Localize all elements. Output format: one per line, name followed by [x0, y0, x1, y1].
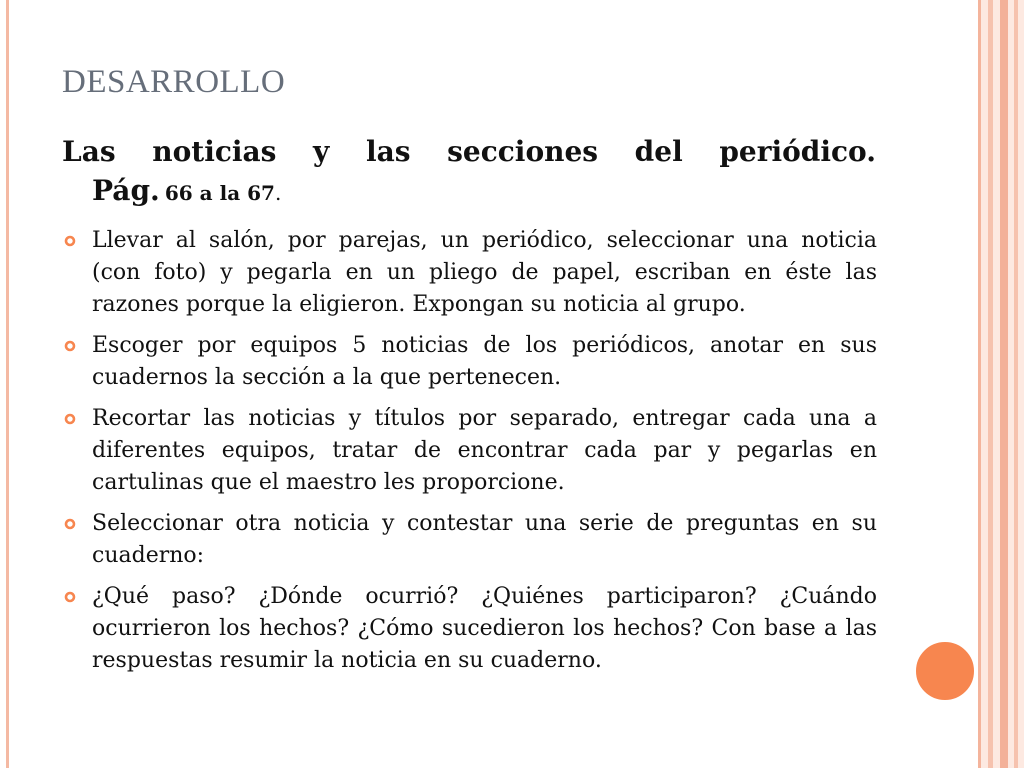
- list-item: [62, 403, 877, 499]
- list-item: [62, 225, 877, 321]
- ring-bullet-icon: [64, 413, 76, 425]
- subtitle-end: .: [274, 181, 282, 205]
- slide-subtitle: [62, 134, 876, 170]
- ring-bullet-icon: [64, 340, 76, 352]
- ring-bullet-icon: [64, 235, 76, 247]
- left-border-line: [6, 0, 9, 768]
- right-stripe: [1000, 0, 1008, 768]
- bullet-text: Seleccionar otra noticia y contestar una serie de preguntas en su cuaderno:: [92, 511, 877, 568]
- right-stripe: [988, 0, 993, 768]
- slide-title: DESARROLLO: [62, 64, 286, 100]
- orange-circle-icon: [914, 640, 976, 702]
- ring-bullet-icon: [64, 518, 76, 530]
- bullet-text: ¿Qué paso? ¿Dónde ocurrió? ¿Quiénes participaron? ¿Cuándo ocurrieron los hechos? ¿Cómo sucedieron los hechos? Con base a las respuestas resumir la noticia en su cuaderno.: [92, 584, 877, 673]
- bullet-text: Recortar las noticias y títulos por separado, entregar cada una a diferentes equipos, tratar de encontrar cada par y pegarlas en cartulinas que el maestro les proporcione.: [92, 406, 877, 495]
- list-item: [62, 330, 877, 394]
- list-item: [62, 508, 877, 572]
- right-stripe: [1014, 0, 1018, 768]
- subtitle-page-reference: [92, 174, 281, 207]
- subtitle-pages: 66 a la 67: [164, 181, 275, 205]
- list-item: [62, 581, 877, 677]
- subtitle-line1: Las noticias y las secciones del periódico.: [62, 135, 876, 168]
- right-stripe: [978, 0, 981, 768]
- bullet-list: [62, 225, 877, 686]
- ring-bullet-icon: [64, 591, 76, 603]
- bullet-text: Escoger por equipos 5 noticias de los periódicos, anotar en sus cuadernos la sección a la que pertenecen.: [92, 333, 877, 390]
- bullet-text: Llevar al salón, por parejas, un periódico, seleccionar una noticia (con foto) y pegarla en un pliego de papel, escriban en éste las razones porque la eligieron. Expongan su noticia al grupo.: [92, 228, 877, 317]
- subtitle-pag-label: Pág.: [92, 174, 160, 207]
